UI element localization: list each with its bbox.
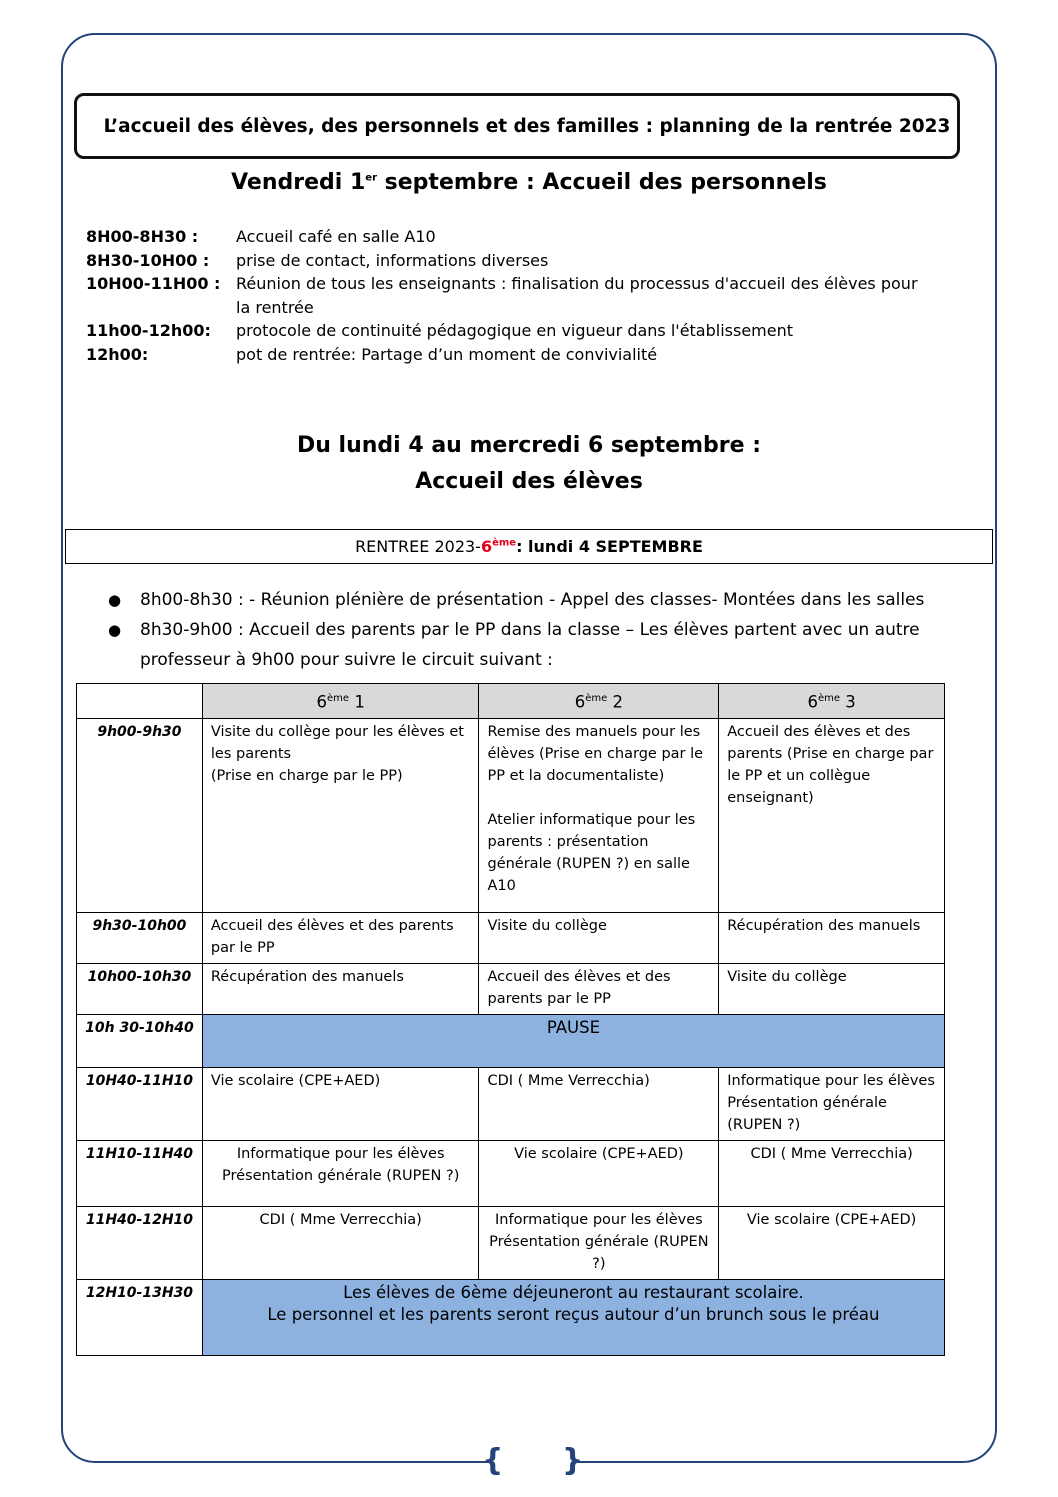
header-num: 6 (316, 692, 328, 712)
table-row (77, 1279, 945, 1355)
staff-schedule (86, 225, 936, 366)
activity-cell: Récupération des manuels (202, 963, 479, 1014)
header-6e2 (479, 684, 719, 719)
section1-pre: Vendredi 1 (231, 170, 366, 195)
section2-line1: Du lundi 4 au mercredi 6 septembre : (296, 433, 762, 458)
activity-cell: Accueil des élèves et des parents (Prise en charge par le PP et un collègue enseignant) (719, 718, 945, 912)
list-item (108, 615, 968, 675)
activity-cell: CDI ( Mme Verrecchia) (479, 1067, 719, 1140)
time-cell: 10h00-10h30 (77, 963, 203, 1014)
activity-cell: Accueil des élèves et des parents par le PP (202, 912, 479, 963)
activity-cell: Informatique pour les élèves Présentation générale (RUPEN ?) (479, 1206, 719, 1279)
staff-desc: Réunion de tous les enseignants : finalisation du processus d'accueil des élèves pour la rentrée (236, 274, 918, 317)
rentree-pre: RENTREE 2023- (355, 537, 481, 556)
header-blank (77, 684, 203, 719)
activity-cell: Visite du collège (719, 963, 945, 1014)
staff-desc: pot de rentrée: Partage d’un moment de convivialité (236, 344, 658, 364)
left-bracket: { (482, 1443, 504, 1478)
activity-cell: Informatique pour les élèves Présentation générale (RUPEN ?) (202, 1140, 479, 1206)
staff-row (86, 225, 936, 249)
header-suffix: 2 (607, 692, 623, 712)
table-row (77, 912, 945, 963)
bullet-icon: ● (108, 591, 122, 609)
time-cell: 9h30-10h00 (77, 912, 203, 963)
activity-cell: Visite du collège (479, 912, 719, 963)
rentree-level (481, 537, 516, 556)
activity-cell: Accueil des élèves et des parents par le PP (479, 963, 719, 1014)
staff-time: 8H00-8H30 : (86, 227, 199, 246)
section1-sup: er (365, 172, 377, 184)
header-num: 6 (807, 692, 818, 712)
staff-row (86, 249, 936, 273)
rentree-level-sup: ème (492, 537, 517, 549)
frame-gap (492, 1450, 572, 1480)
header-suffix: 1 (349, 692, 365, 712)
staff-row (86, 319, 936, 343)
right-bracket: } (562, 1443, 584, 1478)
rentree-post: : lundi 4 SEPTEMBRE (516, 537, 703, 556)
activity-cell: Informatique pour les élèves Présentation générale (RUPEN ?) (719, 1067, 945, 1140)
rentree-level-num: 6 (480, 537, 493, 556)
time-cell: 10h 30-10h40 (77, 1014, 203, 1067)
staff-time: 12h00: (86, 344, 149, 364)
staff-time: 10H00-11H00 : (86, 274, 221, 293)
activity-cell: CDI ( Mme Verrecchia) (719, 1140, 945, 1206)
staff-desc: prise de contact, informations diverses (236, 250, 549, 270)
header-sup: ème (585, 693, 608, 704)
header-sup: ème (817, 693, 841, 704)
activity-cell: Visite du collège pour les élèves et les parents (Prise en charge par le PP) (202, 718, 479, 912)
page-title: L’accueil des élèves, des personnels et des familles : planning de la rentrée 2023 (74, 93, 960, 159)
table-row (77, 718, 945, 912)
table-header-row (77, 684, 945, 719)
schedule-table (76, 683, 945, 1356)
section-staff-heading (70, 170, 988, 195)
header-num: 6 (574, 692, 586, 712)
section1-post: septembre : Accueil des personnels (377, 170, 827, 195)
time-cell: 9h00-9h30 (77, 718, 203, 912)
staff-time: 8H30-10H00 : (86, 250, 210, 270)
span-cell: PAUSE (202, 1014, 944, 1067)
activity-cell: Vie scolaire (CPE+AED) (202, 1067, 479, 1140)
table-row (77, 963, 945, 1014)
table-row (77, 1067, 945, 1140)
bullet-icon: ● (108, 621, 122, 639)
rentree-banner (65, 529, 993, 564)
table-row (77, 1206, 945, 1279)
bullet-text: 8h00-8h30 : - Réunion plénière de présentation - Appel des classes- Montées dans les salles (140, 590, 925, 610)
activity-cell: Vie scolaire (CPE+AED) (479, 1140, 719, 1206)
table-row (77, 1014, 945, 1067)
staff-row (86, 272, 936, 319)
time-cell: 11H40-12H10 (77, 1206, 203, 1279)
time-cell: 11H10-11H40 (77, 1140, 203, 1206)
header-sup: ème (327, 693, 350, 704)
activity-cell: Vie scolaire (CPE+AED) (719, 1206, 945, 1279)
staff-row (86, 343, 936, 367)
header-6e1 (202, 684, 479, 719)
activity-cell: Remise des manuels pour les élèves (Prise en charge par le PP et la documentaliste) Atelier informatique pour les parents : présentation générale (RUPEN ?) en salle A10 (479, 718, 719, 912)
staff-desc: Accueil café en salle A10 (236, 227, 436, 246)
header-suffix: 3 (840, 692, 856, 712)
staff-time: 11h00-12h00: (86, 321, 211, 340)
header-6e3 (719, 684, 945, 719)
section-students-heading (70, 428, 988, 500)
bullet-list (108, 585, 968, 675)
table-row (77, 1140, 945, 1206)
time-cell: 10H40-11H10 (77, 1067, 203, 1140)
list-item (108, 585, 968, 615)
section2-line2: Accueil des élèves (415, 469, 643, 494)
time-cell: 12H10-13H30 (77, 1279, 203, 1355)
staff-desc: protocole de continuité pédagogique en vigueur dans l'établissement (236, 321, 794, 340)
activity-cell: Récupération des manuels (719, 912, 945, 963)
activity-cell: CDI ( Mme Verrecchia) (202, 1206, 479, 1279)
span-cell: Les élèves de 6ème déjeuneront au restaurant scolaire. Le personnel et les parents seront reçus autour d’un brunch sous le préau (202, 1279, 944, 1355)
bullet-text: 8h30-9h00 : Accueil des parents par le PP dans la classe – Les élèves partent avec un autre professeur à 9h00 pour suivre le circuit suivant : (140, 620, 920, 670)
